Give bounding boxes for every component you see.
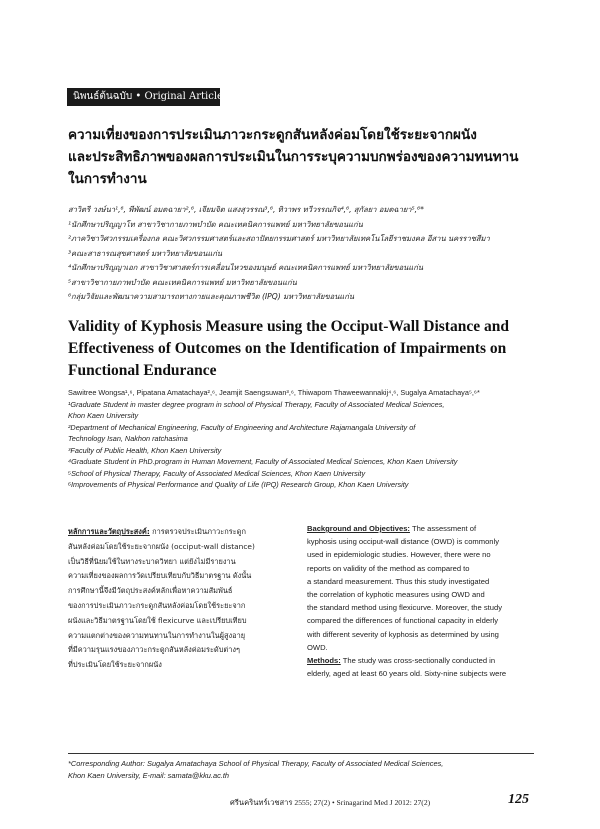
thai-abstract-line: ความเที่ยงของผลการวัดเปรียบเทียบกับวิธีมาตรฐาน ดังนั้น bbox=[68, 571, 252, 581]
english-abstract-line: used in epidemiologic studies. However, there were no bbox=[307, 550, 491, 560]
methods-first-line bbox=[307, 654, 535, 667]
thai-authors-block bbox=[68, 203, 568, 305]
thai-abstract-line: สันหลังค่อมโดยใช้ระยะจากผนัง (occiput-wall distance) bbox=[68, 541, 255, 551]
page-number: 125 bbox=[508, 792, 529, 807]
thai-affiliation: ⁴นักศึกษาปริญญาเอก สาขาวิชาศาสตร์การเคลื่อนไหวของมนุษย์ คณะเทคนิคการแพทย์ มหาวิทยาลัยขอนแก่น bbox=[68, 263, 424, 272]
thai-affiliation: ²ภาควิชาวิศวกรรมเครื่องกล คณะวิศวกรรมศาสตร์และสถาปัตยกรรมศาสตร์ มหาวิทยาลัยเทคโนโลยีราชมงคล อีสาน นครราชสีมา bbox=[68, 234, 490, 243]
thai-title-line: และประสิทธิภาพของผลการประเมินในการระบุความบกพร่องของความทนทาน bbox=[68, 149, 519, 165]
background-text: The assessment of bbox=[409, 524, 477, 533]
thai-abstract-line: ผนังและวิธีมาตรฐานโดยใช้ flexicurve และเปรียบเทียบ bbox=[68, 615, 247, 625]
footnote-line: *Corresponding Author: Sugalya Amatachaya School of Physical Therapy, Faculty of Associated Medical Sciences, bbox=[68, 759, 444, 768]
english-abstract-line: kyphosis using occiput-wall distance (OWD) is commonly bbox=[307, 537, 500, 547]
journal-footer: ศรีนครินทร์เวชสาร 2555; 27(2) • Srinagarind Med J 2012: 27(2) bbox=[230, 798, 431, 807]
english-abstract-line: the correlation of kyphotic measures using OWD and bbox=[307, 590, 485, 600]
english-author-names: Sawitree Wongsa¹,⁶, Pipatana Amatachaya²,⁶, Jeamjit Saengsuwan³,⁶, Thiwaporn Thaweewannakij⁴,⁶, Sugalya Amatachaya⁵,⁶* bbox=[68, 388, 480, 397]
english-affiliation: ⁶Improvements of Physical Performance and Quality of Life (IPQ) Research Group, Khon Kaen University bbox=[68, 480, 409, 489]
english-abstract-line: reports on validity of the method as compared to bbox=[307, 563, 470, 573]
english-affiliation: Technology Isan, Nakhon ratchasima bbox=[68, 434, 188, 443]
thai-affiliation: ⁵สาขาวิชากายภาพบำบัด คณะเทคนิคการแพทย์ มหาวิทยาลัยขอนแก่น bbox=[68, 277, 297, 287]
footnote-divider bbox=[68, 753, 534, 754]
english-abstract-line: a standard measurement. Thus this study investigated bbox=[307, 576, 490, 586]
thai-title bbox=[68, 124, 548, 190]
thai-abstract bbox=[68, 525, 300, 673]
english-abstract-first-line bbox=[307, 522, 535, 535]
thai-abstract-line: ความแตกต่างของความทนทานในการทำงานในผู้สูงอายุ bbox=[68, 630, 246, 640]
thai-abstract-line: ที่มีความรุนแรงของภาวะกระดูกสันหลังค่อมระดับต่างๆ bbox=[68, 645, 240, 655]
article-type-badge: นิพนธ์ต้นฉบับ • Original Article bbox=[67, 88, 220, 106]
english-title bbox=[68, 316, 548, 382]
thai-abstract-heading: หลักการและวัตถุประสงค์: bbox=[68, 527, 150, 536]
english-affiliation: ⁵School of Physical Therapy, Faculty of Associated Medical Sciences, Khon Kaen University bbox=[68, 468, 366, 478]
english-abstract-line: OWD. bbox=[307, 642, 328, 652]
english-affiliation: ³Faculty of Public Health, Khon Kaen University bbox=[68, 445, 222, 455]
english-affiliation: ¹Graduate Student in master degree program in school of Physical Therapy, Faculty of Associated Medical Sciences, bbox=[68, 399, 445, 409]
thai-abstract-line: เป็นวิธีที่นิยมใช้ในทางระบาดวิทยา แต่ยังไม่มีรายงาน bbox=[68, 556, 236, 566]
thai-affiliation: ⁶กลุ่มวิจัยและพัฒนาความสามารถทางกายและคุณภาพชีวิต (IPQ) มหาวิทยาลัยขอนแก่น bbox=[68, 292, 355, 301]
english-title-line: Functional Endurance bbox=[68, 362, 217, 379]
english-abstract-line: the standard method using flexicurve. Moreover, the study bbox=[307, 603, 503, 613]
corresponding-author-footnote bbox=[68, 758, 538, 781]
thai-title-line: ในการทำงาน bbox=[68, 171, 147, 187]
thai-abstract-line: ของการประเมินภาวะกระดูกสันหลังค่อมโดยใช้ระยะจาก bbox=[68, 600, 246, 610]
english-title-line: Validity of Kyphosis Measure using the Occiput-Wall Distance and bbox=[68, 318, 509, 335]
english-abstract-line: with different severity of kyphosis as determined by using bbox=[307, 629, 499, 639]
thai-abstract-text: การตรวจประเมินภาวะกระดูก bbox=[149, 527, 246, 536]
background-heading: Background and Objectives: bbox=[307, 524, 410, 533]
thai-author-names: สาวิตรี วงษ์นา¹,⁶, พีพัฒน์ อมตฉายา²,⁶, เจียมจิต แสงสุวรรณ³,⁶, ทิวาพร ทวีวรรณกิจ⁴,⁶, สุกัลยา อมตฉายา⁵,⁶* bbox=[68, 205, 424, 214]
english-abstract-line: compared the differences of functional capacity in elderly bbox=[307, 616, 499, 626]
thai-title-line: ความเที่ยงของการประเมินภาวะกระดูกสันหลังค่อมโดยใช้ระยะจากผนัง bbox=[68, 127, 477, 143]
thai-abstract-line: ที่ประเมินโดยใช้ระยะจากผนัง bbox=[68, 660, 162, 670]
english-affiliation: Khon Kaen University bbox=[68, 411, 139, 420]
methods-text: The study was cross-sectionally conducted in bbox=[340, 656, 496, 666]
footnote-line: Khon Kaen University, E-mail: samata@kku.ac.th bbox=[68, 770, 229, 780]
english-affiliation: ²Department of Mechanical Engineering, Faculty of Engineering and Architecture Rajamangala University of bbox=[68, 422, 416, 432]
thai-affiliation: ³คณะสาธารณสุขศาสตร์ มหาวิทยาลัยขอนแก่น bbox=[68, 248, 223, 258]
english-title-line: Effectiveness of Outcomes on the Identification of Impairments on bbox=[68, 340, 507, 357]
methods-heading: Methods: bbox=[307, 656, 341, 666]
thai-abstract-first-line bbox=[68, 525, 300, 540]
thai-abstract-line: การศึกษานี้จึงมีวัตถุประสงค์หลักเพื่อหาความสัมพันธ์ bbox=[68, 586, 233, 596]
english-abstract-line: elderly, aged at least 60 years old. Sixty-nine subjects were bbox=[307, 669, 507, 679]
english-abstract bbox=[307, 522, 535, 680]
thai-affiliation: ¹นักศึกษาปริญญาโท สาขาวิชากายภาพบำบัด คณะเทคนิคการแพทย์ มหาวิทยาลัยขอนแก่น bbox=[68, 219, 363, 229]
english-authors-block bbox=[68, 387, 538, 491]
english-affiliation: ⁴Graduate Student in PhD.program in Human Movement, Faculty of Associated Medical Sciences, Khon Kaen University bbox=[68, 457, 458, 466]
